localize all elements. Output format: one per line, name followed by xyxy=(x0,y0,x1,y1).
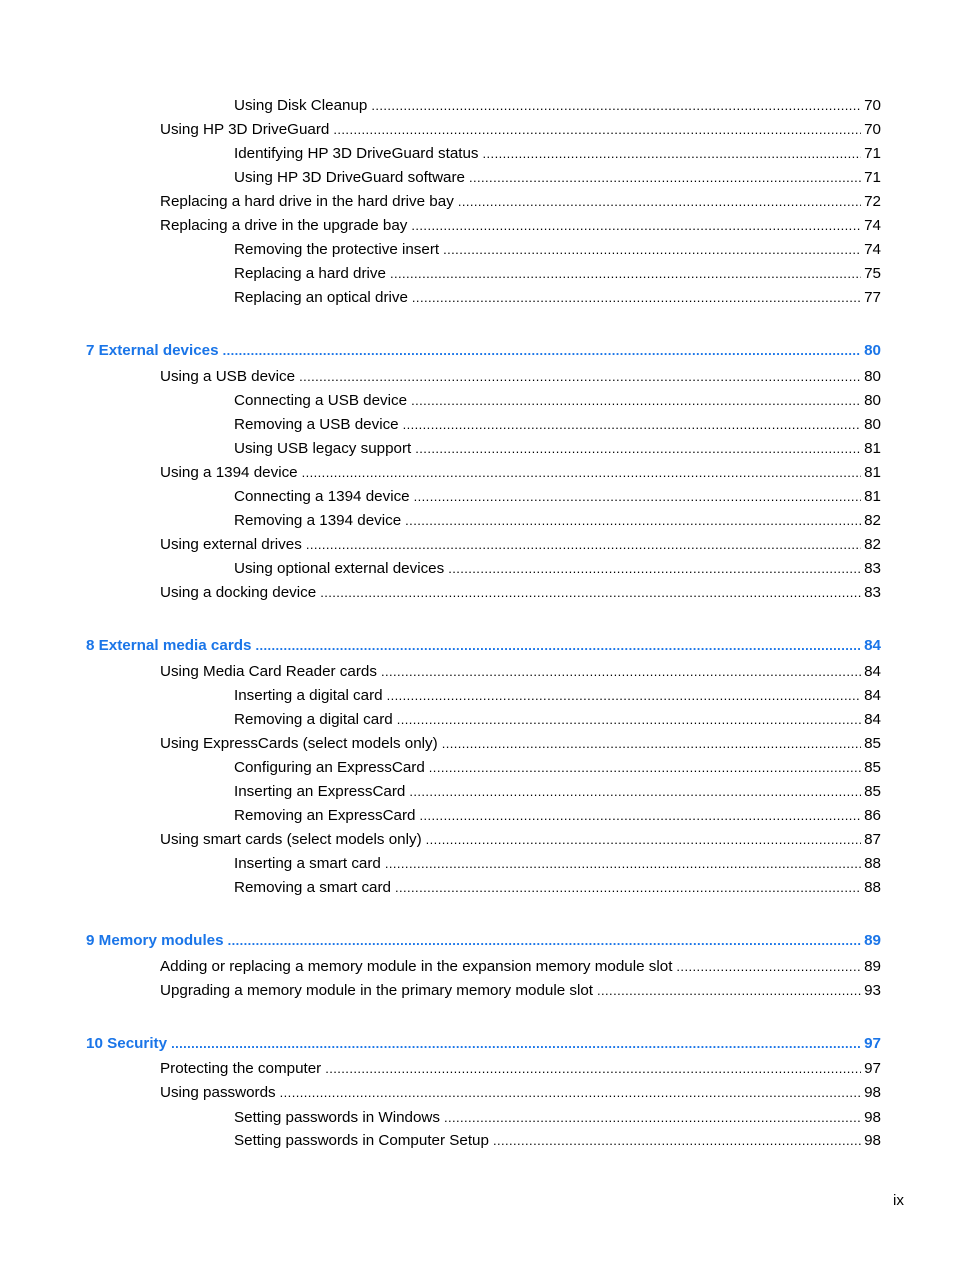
toc-entry[interactable] xyxy=(160,830,881,850)
toc-entry-page: 97 xyxy=(864,1035,881,1052)
toc-entry[interactable] xyxy=(160,216,881,236)
toc-entry[interactable] xyxy=(234,487,881,507)
dot-leader xyxy=(387,686,862,706)
toc-entry[interactable] xyxy=(160,367,881,387)
dot-leader xyxy=(228,931,862,951)
dot-leader xyxy=(415,439,861,459)
dot-leader xyxy=(371,96,861,116)
toc-entry[interactable] xyxy=(234,758,881,778)
toc-entry[interactable] xyxy=(160,120,881,140)
dot-leader xyxy=(469,168,861,188)
toc-entry[interactable] xyxy=(234,686,881,706)
toc-entry[interactable] xyxy=(234,240,881,260)
toc-entry-page: 80 xyxy=(864,342,881,359)
toc-entry-page: 84 xyxy=(864,711,881,728)
dot-leader xyxy=(483,144,862,164)
toc-entry[interactable] xyxy=(234,511,881,531)
toc-entry-title: Identifying HP 3D DriveGuard status xyxy=(234,145,479,162)
toc-entry[interactable] xyxy=(234,415,881,435)
toc-entry-page: 71 xyxy=(864,169,881,186)
toc-entry-page: 87 xyxy=(864,831,881,848)
toc-entry-page: 75 xyxy=(864,265,881,282)
dot-leader xyxy=(429,758,861,778)
toc-entry-page: 81 xyxy=(864,440,881,457)
toc-entry-title: Removing an ExpressCard xyxy=(234,807,416,824)
toc-entry-title: Using optional external devices xyxy=(234,560,445,577)
toc-entry-page: 97 xyxy=(864,1060,881,1077)
dot-leader xyxy=(444,1108,861,1128)
dot-leader xyxy=(420,806,862,826)
toc-entry-page: 82 xyxy=(864,536,881,553)
toc-entry[interactable] xyxy=(160,981,881,1001)
toc-entry[interactable] xyxy=(234,559,881,579)
toc-entry[interactable] xyxy=(234,782,881,802)
toc-entry-page: 74 xyxy=(864,241,881,258)
toc-entry-page: 74 xyxy=(864,217,881,234)
toc-entry-title: Using a USB device xyxy=(160,368,296,385)
toc-entry[interactable] xyxy=(160,662,881,682)
toc-entry[interactable] xyxy=(234,264,881,284)
dot-leader xyxy=(414,487,861,507)
toc-chapter-entry[interactable] xyxy=(86,1034,881,1054)
toc-entry-title: Inserting a digital card xyxy=(234,687,383,704)
toc-entry-title: Using Media Card Reader cards xyxy=(160,663,377,680)
dot-leader xyxy=(458,192,861,212)
toc-entry[interactable] xyxy=(160,535,881,555)
toc-entry[interactable] xyxy=(234,1131,881,1151)
toc-entry-page: 81 xyxy=(864,488,881,505)
toc-entry-page: 83 xyxy=(864,584,881,601)
dot-leader xyxy=(280,1083,861,1103)
toc-entry[interactable] xyxy=(160,1059,881,1079)
toc-entry-title: Removing the protective insert xyxy=(234,241,440,258)
toc-entry-title: Inserting a smart card xyxy=(234,855,381,872)
dot-leader xyxy=(442,734,861,754)
toc-entry-page: 84 xyxy=(864,663,881,680)
toc-entry-title: Setting passwords in Windows xyxy=(234,1109,440,1126)
toc-entry-page: 85 xyxy=(864,759,881,776)
toc-entry-page: 83 xyxy=(864,560,881,577)
toc-entry-page: 72 xyxy=(864,193,881,210)
toc-entry-title: Replacing an optical drive xyxy=(234,289,408,306)
toc-entry[interactable] xyxy=(234,168,881,188)
dot-leader xyxy=(306,535,861,555)
toc-entry[interactable] xyxy=(234,1108,881,1128)
toc-entry-title: Using HP 3D DriveGuard xyxy=(160,121,330,138)
toc-entry-page: 81 xyxy=(864,464,881,481)
toc-entry-page: 98 xyxy=(864,1084,881,1101)
dot-leader xyxy=(676,957,861,977)
dot-leader xyxy=(299,367,861,387)
dot-leader xyxy=(390,264,861,284)
toc-entry-title: 8 External media cards xyxy=(86,637,252,654)
dot-leader xyxy=(493,1131,861,1151)
dot-leader xyxy=(381,662,861,682)
toc-entry[interactable] xyxy=(234,854,881,874)
toc-chapter-entry[interactable] xyxy=(86,636,881,656)
dot-leader xyxy=(223,341,862,361)
toc-entry-title: 10 Security xyxy=(86,1035,168,1052)
page-number-footer: ix xyxy=(893,1192,904,1209)
toc-entry-title: Upgrading a memory module in the primary memory module slot xyxy=(160,982,594,999)
toc-entry-title: Removing a digital card xyxy=(234,711,393,728)
toc-entry-title: Connecting a USB device xyxy=(234,392,408,409)
toc-entry[interactable] xyxy=(234,710,881,730)
toc-entry-title: Using HP 3D DriveGuard software xyxy=(234,169,465,186)
dot-leader xyxy=(411,391,861,411)
toc-entry[interactable] xyxy=(234,806,881,826)
toc-entry-page: 84 xyxy=(864,637,881,654)
toc-entry-title: Replacing a hard drive in the hard drive bay xyxy=(160,193,454,210)
dot-leader xyxy=(411,216,861,236)
toc-entry-page: 70 xyxy=(864,121,881,138)
toc-entry-page: 89 xyxy=(864,932,881,949)
toc-entry-page: 71 xyxy=(864,145,881,162)
toc-entry-title: Using USB legacy support xyxy=(234,440,412,457)
toc-entry-title: Using Disk Cleanup xyxy=(234,97,368,114)
dot-leader xyxy=(409,782,861,802)
toc-entry-page: 86 xyxy=(864,807,881,824)
toc-entry[interactable] xyxy=(160,192,881,212)
toc-entry-page: 80 xyxy=(864,416,881,433)
dot-leader xyxy=(412,288,861,308)
toc-entry-page: 98 xyxy=(864,1132,881,1149)
toc-entry-title: Using ExpressCards (select models only) xyxy=(160,735,438,752)
dot-leader xyxy=(405,511,861,531)
toc-entry-page: 82 xyxy=(864,512,881,529)
dot-leader xyxy=(171,1034,861,1054)
toc-entry-title: Configuring an ExpressCard xyxy=(234,759,425,776)
dot-leader xyxy=(597,981,861,1001)
toc-entry-title: Inserting an ExpressCard xyxy=(234,783,406,800)
toc-entry-page: 80 xyxy=(864,368,881,385)
toc-entry-title: Using external drives xyxy=(160,536,302,553)
toc-entry-title: 9 Memory modules xyxy=(86,932,224,949)
toc-entry[interactable] xyxy=(160,583,881,603)
toc-entry[interactable] xyxy=(160,463,881,483)
toc-entry[interactable] xyxy=(234,144,881,164)
toc-entry-page: 85 xyxy=(864,735,881,752)
toc-entry-page: 70 xyxy=(864,97,881,114)
dot-leader xyxy=(325,1059,861,1079)
dot-leader xyxy=(320,583,861,603)
toc-entry-title: Using a 1394 device xyxy=(160,464,298,481)
toc-entry[interactable] xyxy=(160,734,881,754)
toc-chapter-entry[interactable] xyxy=(86,931,881,951)
toc-entry-title: Using smart cards (select models only) xyxy=(160,831,422,848)
dot-leader xyxy=(397,710,861,730)
toc-entry[interactable] xyxy=(160,1083,881,1103)
toc-entry-title: Replacing a hard drive xyxy=(234,265,386,282)
toc-entry-title: Adding or replacing a memory module in the expansion memory module slot xyxy=(160,958,673,975)
dot-leader xyxy=(255,636,861,656)
toc-chapter-entry[interactable] xyxy=(86,341,881,361)
toc-entry-title: 7 External devices xyxy=(86,342,219,359)
toc-entry-page: 88 xyxy=(864,879,881,896)
toc-entry-title: Using a docking device xyxy=(160,584,317,601)
toc-entry-page: 93 xyxy=(864,982,881,999)
toc-entry[interactable] xyxy=(234,288,881,308)
toc-entry-page: 84 xyxy=(864,687,881,704)
toc-entry-title: Using passwords xyxy=(160,1084,276,1101)
toc-entry-page: 88 xyxy=(864,855,881,872)
toc-entry[interactable] xyxy=(160,957,881,977)
dot-leader xyxy=(395,878,861,898)
dot-leader xyxy=(426,830,861,850)
dot-leader xyxy=(443,240,861,260)
toc-entry-title: Removing a smart card xyxy=(234,879,391,896)
toc-entry-title: Protecting the computer xyxy=(160,1060,322,1077)
toc-entry[interactable] xyxy=(234,96,881,116)
dot-leader xyxy=(403,415,861,435)
toc-entry-title: Replacing a drive in the upgrade bay xyxy=(160,217,408,234)
toc-entry[interactable] xyxy=(234,439,881,459)
toc-entry-title: Connecting a 1394 device xyxy=(234,488,410,505)
toc-entry-title: Setting passwords in Computer Setup xyxy=(234,1132,489,1149)
toc-entry-page: 77 xyxy=(864,289,881,306)
dot-leader xyxy=(302,463,861,483)
toc-entry-page: 89 xyxy=(864,958,881,975)
toc-entry[interactable] xyxy=(234,391,881,411)
toc-entry-title: Removing a 1394 device xyxy=(234,512,402,529)
toc-entry-page: 80 xyxy=(864,392,881,409)
dot-leader xyxy=(385,854,861,874)
dot-leader xyxy=(448,559,861,579)
toc-entry-page: 85 xyxy=(864,783,881,800)
toc-entry[interactable] xyxy=(234,878,881,898)
toc-entry-page: 98 xyxy=(864,1109,881,1126)
dot-leader xyxy=(333,120,861,140)
toc-entry-title: Removing a USB device xyxy=(234,416,399,433)
